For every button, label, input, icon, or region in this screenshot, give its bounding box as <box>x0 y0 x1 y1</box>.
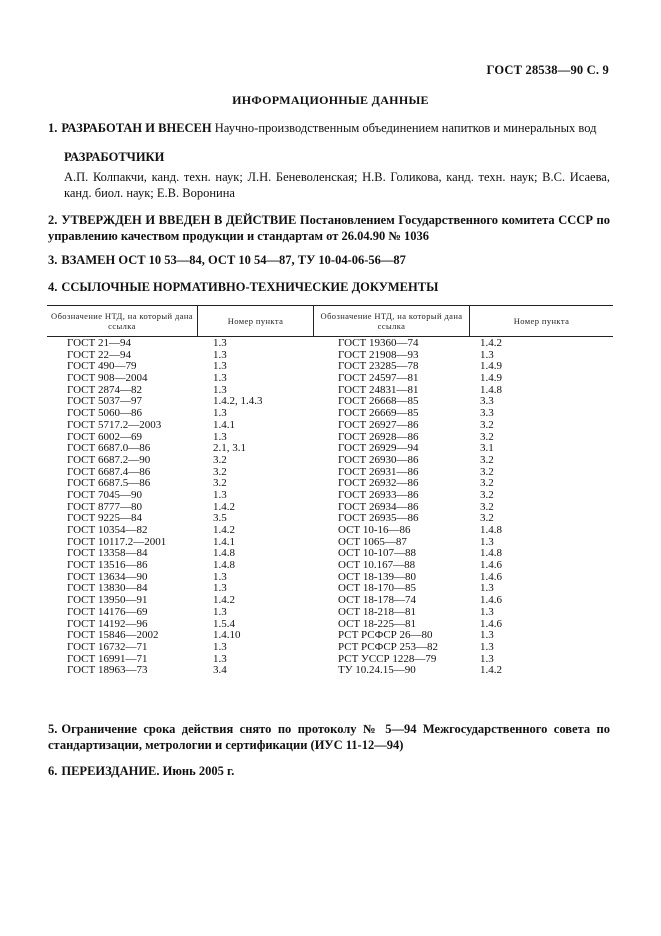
table-cell: 1.4.6 <box>480 617 502 630</box>
table-cell: ГОСТ 26669—85 <box>338 407 419 420</box>
table-cell: 1.5.4 <box>213 617 235 630</box>
page-header-code: ГОСТ 28538—90 С. 9 <box>486 63 609 77</box>
table-cell: 1.3 <box>213 360 227 373</box>
section-3-heading: ВЗАМЕН ОСТ 10 53—84, ОСТ 10 54—87, ТУ 10-04-06-56—87 <box>61 253 406 267</box>
table-cell: 1.4.10 <box>213 629 241 642</box>
table-cell: 1.4.9 <box>480 360 502 373</box>
table-cell: ГОСТ 26668—85 <box>338 395 419 408</box>
table-cell: 3.3 <box>480 407 494 420</box>
table-cell: 1.3 <box>213 383 227 396</box>
table-cell: 1.3 <box>213 652 227 665</box>
table-cell: ГОСТ 26934—86 <box>338 500 419 513</box>
table-cell: 1.4.2, 1.4.3 <box>213 395 263 408</box>
table-cell: 3.2 <box>480 500 494 513</box>
table-cell: 1.3 <box>213 570 227 583</box>
table-cell: ГОСТ 7045—90 <box>67 488 142 501</box>
table-cell: 1.4.2 <box>480 664 502 677</box>
table-cell: 2.1, 3.1 <box>213 442 246 455</box>
table-cell: ОСТ 1065—87 <box>338 535 407 548</box>
table-cell: ГОСТ 14176—69 <box>67 605 148 618</box>
table-cell: 1.3 <box>213 407 227 420</box>
table-cell: ГОСТ 5060—86 <box>67 407 142 420</box>
table-cell: ГОСТ 26932—86 <box>338 477 419 490</box>
table-cell: ГОСТ 5037—97 <box>67 395 142 408</box>
table-cell: ОСТ 10.167—88 <box>338 559 416 572</box>
table-cell: ГОСТ 10117.2—2001 <box>67 535 167 548</box>
table-cell: 1.3 <box>213 337 227 349</box>
table-cell: ГОСТ 13950—91 <box>67 594 148 607</box>
table-cell: ТУ 10.24.15—90 <box>338 664 416 677</box>
table-cell: 3.2 <box>213 465 227 478</box>
table-cell: 3.2 <box>480 488 494 501</box>
table-cell: 3.2 <box>480 430 494 443</box>
table-cell: 1.3 <box>480 348 494 361</box>
table-cell: ГОСТ 6687.5—86 <box>67 477 151 490</box>
table-cell: ГОСТ 24831—81 <box>338 383 419 396</box>
table-cell: 1.3 <box>480 535 494 548</box>
section-5 <box>48 722 610 753</box>
table-cell: 1.3 <box>480 605 494 618</box>
section-4-number: 4. <box>48 280 58 294</box>
table-cell: 3.4 <box>213 664 227 677</box>
header-clause-right: Номер пункта <box>513 316 570 326</box>
table-cell: 1.4.2 <box>213 594 235 607</box>
section-6-heading: ПЕРЕИЗДАНИЕ. Июнь 2005 г. <box>61 764 235 778</box>
table-cell: ОСТ 10-107—88 <box>338 547 417 560</box>
table-cell: 1.4.2 <box>213 500 235 513</box>
section-1-heading: РАЗРАБОТАН И ВНЕСЕН <box>61 121 212 135</box>
table-cell: 1.4.2 <box>213 524 235 536</box>
table-cell: 1.4.1 <box>213 535 235 548</box>
table-cell: ОСТ 18-178—74 <box>338 594 417 607</box>
table-cell: 1.3 <box>480 652 494 665</box>
table-cell: 3.2 <box>480 418 494 431</box>
table-cell: ГОСТ 13634—90 <box>67 570 148 583</box>
table-cell: ГОСТ 6687.2—90 <box>67 453 151 466</box>
table-cell: ГОСТ 9225—84 <box>67 512 142 525</box>
table-cell: 3.1 <box>480 442 494 455</box>
table-cell: ГОСТ 26927—86 <box>338 418 419 431</box>
table-cell: ГОСТ 21908—93 <box>338 348 419 361</box>
section-6 <box>48 764 610 780</box>
right-clause-column <box>480 338 600 677</box>
table-cell: 1.3 <box>213 348 227 361</box>
table-cell: ГОСТ 24597—81 <box>338 372 419 385</box>
table-cell: ГОСТ 15846—2002 <box>67 629 159 642</box>
table-cell: ГОСТ 26928—86 <box>338 430 419 443</box>
table-cell: ГОСТ 10354—82 <box>67 524 148 536</box>
table-cell: 1.4.9 <box>480 372 502 385</box>
table-cell: РСТ РСФСР 26—80 <box>338 629 433 642</box>
table-cell: ГОСТ 14192—96 <box>67 617 148 630</box>
table-cell: ГОСТ 26929—94 <box>338 442 419 455</box>
table-cell: 1.4.8 <box>480 524 502 536</box>
table-cell: 3.2 <box>480 477 494 490</box>
table-cell: 3.2 <box>480 453 494 466</box>
table-cell: ОСТ 10-16—86 <box>338 524 411 536</box>
section-1-number: 1. <box>48 121 58 135</box>
table-cell: 1.4.2 <box>480 337 502 349</box>
header-clause-left: Номер пункта <box>227 316 284 326</box>
table-cell: ГОСТ 26931—86 <box>338 465 419 478</box>
section-5-number: 5. <box>48 722 58 736</box>
section-6-number: 6. <box>48 764 58 778</box>
section-title: ИНФОРМАЦИОННЫЕ ДАННЫЕ <box>232 93 429 107</box>
table-cell: ОСТ 18-170—85 <box>338 582 417 595</box>
table-cell: ГОСТ 22—94 <box>67 348 131 361</box>
table-cell: РСТ РСФСР 253—82 <box>338 640 439 653</box>
section-2-text: Постановлением Государственного комитета СССР по управлению качеством продукции и стандартам от 26.04.90 № 1036 <box>48 213 610 243</box>
table-cell: 1.4.6 <box>480 594 502 607</box>
section-2 <box>48 213 610 244</box>
table-cell: ГОСТ 13358—84 <box>67 547 148 560</box>
table-cell: ОСТ 18-139—80 <box>338 570 417 583</box>
table-cell: 1.4.8 <box>213 559 235 572</box>
table-cell: ГОСТ 13830—84 <box>67 582 148 595</box>
table-cell: ГОСТ 18963—73 <box>67 664 148 677</box>
table-cell: ГОСТ 13516—86 <box>67 559 148 572</box>
left-clause-column <box>213 338 313 677</box>
left-doc-column <box>67 338 207 677</box>
section-5-text: Ограничение срока действия снято по протоколу № 5—94 Межгосударственного совета по стандартизации, метрологии и сертификации (ИУС 11-12—94) <box>48 722 610 752</box>
table-cell: ГОСТ 8777—80 <box>67 500 142 513</box>
table-cell: 1.3 <box>213 488 227 501</box>
table-cell: 3.2 <box>213 477 227 490</box>
right-doc-column <box>338 338 473 677</box>
table-cell: 1.3 <box>213 582 227 595</box>
table-cell: 1.3 <box>480 629 494 642</box>
developers-heading: РАЗРАБОТЧИКИ <box>64 150 165 164</box>
table-cell: ГОСТ 23285—78 <box>338 360 419 373</box>
table-cell: ГОСТ 490—79 <box>67 360 137 373</box>
table-cell: 1.4.8 <box>480 383 502 396</box>
table-cell: 1.3 <box>480 582 494 595</box>
table-cell: ГОСТ 6002—69 <box>67 430 142 443</box>
table-cell: 1.4.6 <box>480 570 502 583</box>
table-cell: ГОСТ 6687.4—86 <box>67 465 151 478</box>
table-cell: 1.3 <box>213 640 227 653</box>
table-cell: ОСТ 18-218—81 <box>338 605 417 618</box>
table-cell: ГОСТ 19360—74 <box>338 337 419 349</box>
table-cell: 1.3 <box>213 372 227 385</box>
section-3 <box>48 253 610 269</box>
section-1-text: Научно-производственным объединением напитков и минеральных вод <box>211 121 597 135</box>
table-cell: ГОСТ 26930—86 <box>338 453 419 466</box>
section-1 <box>48 121 610 137</box>
table-cell: ГОСТ 6687.0—86 <box>67 442 151 455</box>
table-cell: 1.3 <box>213 430 227 443</box>
section-2-number: 2. <box>48 213 58 227</box>
table-cell: ГОСТ 5717.2—2003 <box>67 418 162 431</box>
table-cell: ОСТ 18-225—81 <box>338 617 417 630</box>
table-cell: 1.4.6 <box>480 559 502 572</box>
section-4 <box>48 280 610 296</box>
table-cell: ГОСТ 16991—71 <box>67 652 148 665</box>
table-cell: 3.5 <box>213 512 227 525</box>
table-cell: ГОСТ 26933—86 <box>338 488 419 501</box>
table-cell: 1.4.8 <box>213 547 235 560</box>
table-cell: 3.2 <box>480 512 494 525</box>
table-cell: 3.2 <box>213 453 227 466</box>
table-cell: 3.3 <box>480 395 494 408</box>
header-doc-right: Обозначение НТД, на который дана ссылка <box>320 311 463 331</box>
table-cell: 1.3 <box>480 640 494 653</box>
table-cell: ГОСТ 908—2004 <box>67 372 148 385</box>
developers-list: А.П. Колпакчи, канд. техн. наук; Л.Н. Беневоленская; Н.В. Голикова, канд. техн. наук; В.С. Исаева, канд. биол. наук; Е.В. Воронина <box>64 170 610 200</box>
table-cell: 1.3 <box>213 605 227 618</box>
table-cell: ГОСТ 2874—82 <box>67 383 142 396</box>
table-cell: ГОСТ 21—94 <box>67 337 131 349</box>
table-cell: ГОСТ 16732—71 <box>67 640 148 653</box>
section-4-heading: ССЫЛОЧНЫЕ НОРМАТИВНО-ТЕХНИЧЕСКИЕ ДОКУМЕНТЫ <box>61 280 439 294</box>
table-cell: 1.4.8 <box>480 547 502 560</box>
table-cell: РСТ УССР 1228—79 <box>338 652 437 665</box>
section-3-number: 3. <box>48 253 58 267</box>
table-cell: 1.4.1 <box>213 418 235 431</box>
table-cell: 3.2 <box>480 465 494 478</box>
header-doc-left: Обозначение НТД, на который дана ссылка <box>51 311 193 331</box>
section-2-heading: УТВЕРЖДЕН И ВВЕДЕН В ДЕЙСТВИЕ <box>61 213 297 227</box>
table-cell: ГОСТ 26935—86 <box>338 512 419 525</box>
table-header <box>47 305 613 337</box>
